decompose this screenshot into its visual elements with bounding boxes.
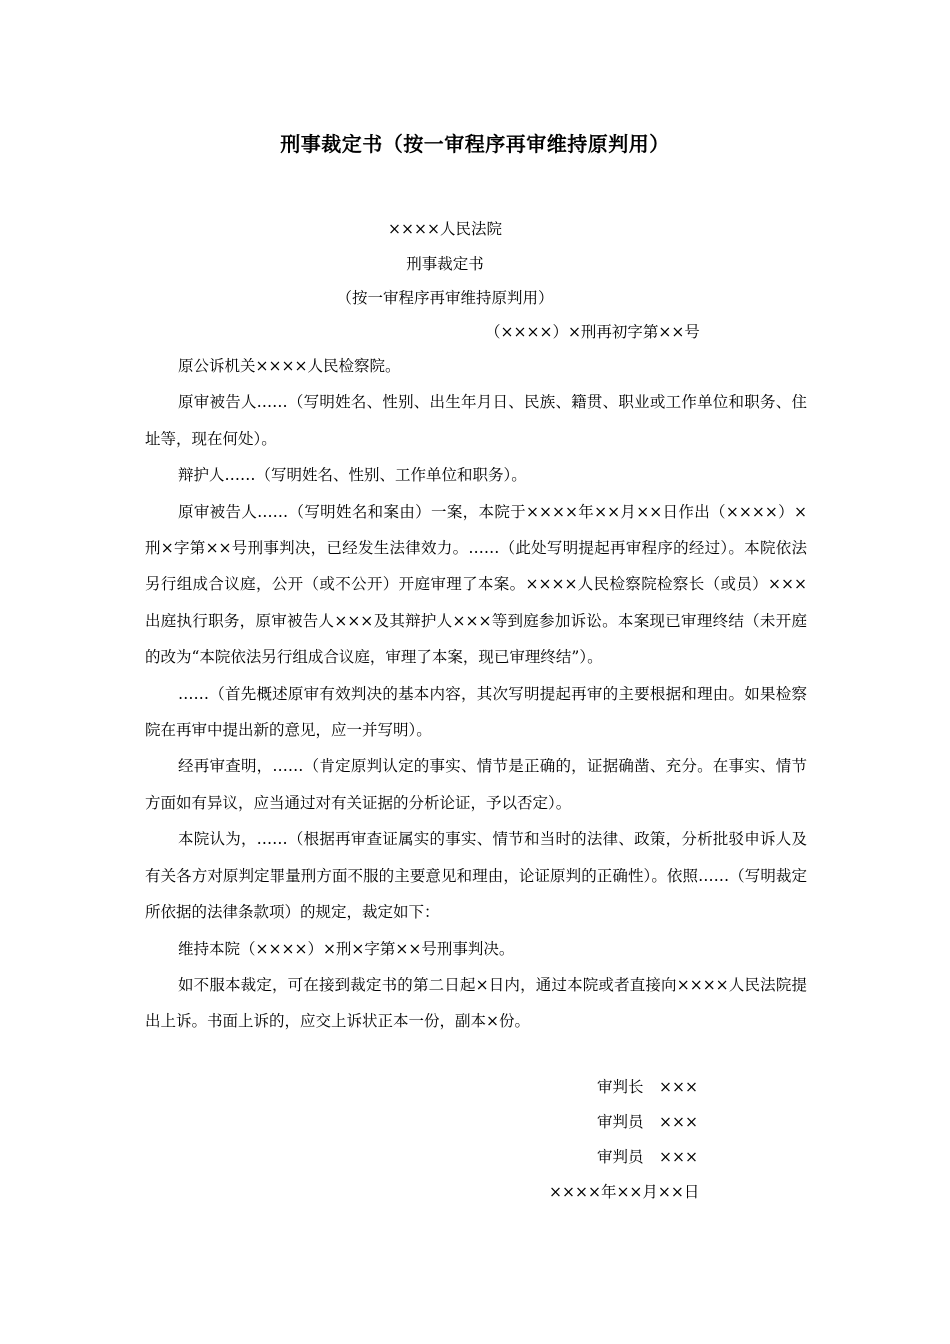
paragraph-ruling: 维持本院（××××）×刑×字第××号刑事判决。 xyxy=(178,939,515,958)
paragraph-defendant: 原审被告人……（写明姓名、性别、出生年月日、民族、籍贯、职业或工作单位和职务、住址等，现在何处）。 xyxy=(145,393,807,448)
document-date: ××××年××月××日 xyxy=(549,1183,700,1201)
paragraph-findings: 经再审查明，……（肯定原判认定的事实、情节是正确的，证据确凿、充分。在事实、情节方面如有异议，应当通过对有关证据的分析论证，予以否定）。 xyxy=(145,757,807,812)
paragraph-appeal-notice: 如不服本裁定，可在接到裁定书的第二日起×日内，通过本院或者直接向××××人民法院提出上诉。书面上诉的，应交上诉状正本一份，副本×份。 xyxy=(145,975,807,1031)
document-body xyxy=(145,348,807,1040)
document-title: 刑事裁定书（按一审程序再审维持原判用） xyxy=(280,132,670,156)
paragraph-defender: 辩护人……（写明姓名、性别、工作单位和职务）。 xyxy=(178,466,527,485)
signature-presiding-judge: 审判长 ××× xyxy=(597,1078,698,1096)
signature-judge-1: 审判员 ××× xyxy=(597,1113,698,1131)
paragraph-prosecutor: 原公诉机关××××人民检察院。 xyxy=(178,357,401,375)
document-subtitle: （按一审程序再审维持原判用） xyxy=(336,289,554,307)
paragraph-court-opinion: 本院认为，……（根据再审查证属实的事实、情节和当时的法律、政策，分析批驳申诉人及有关各方对原判定罪量刑方面不服的主要意见和理由，论证原判的正确性）。依照……（写明裁定所依据的法律条款项）的规定，裁定如下： xyxy=(145,830,807,922)
signature-judge-2: 审判员 ××× xyxy=(597,1148,698,1166)
document-type: 刑事裁定书 xyxy=(406,255,484,273)
paragraph-original-judgment: ……（首先概述原审有效判决的基本内容，其次写明提起再审的主要根据和理由。如果检察院在再审中提出新的意见，应一并写明）。 xyxy=(145,684,807,740)
case-number: （××××）×刑再初字第××号 xyxy=(485,323,700,341)
paragraph-case-history: 原审被告人……（写明姓名和案由）一案，本院于××××年××月××日作出（××××）×刑×字第××号刑事判决，已经发生法律效力。……（此处写明提起再审程序的经过）。本院依法另行组成合议庭，公开（或不公开）开庭审理了本案。××××人民检察院检察长（或员）×××出庭执行职务，原审被告人×××及其辩护人×××等到庭参加诉讼。本案现已审理终结（未开庭的改为“本院依法另行组成合议庭，审理了本案，现已审理终结”）。 xyxy=(145,502,807,667)
court-name: ××××人民法院 xyxy=(388,220,502,238)
